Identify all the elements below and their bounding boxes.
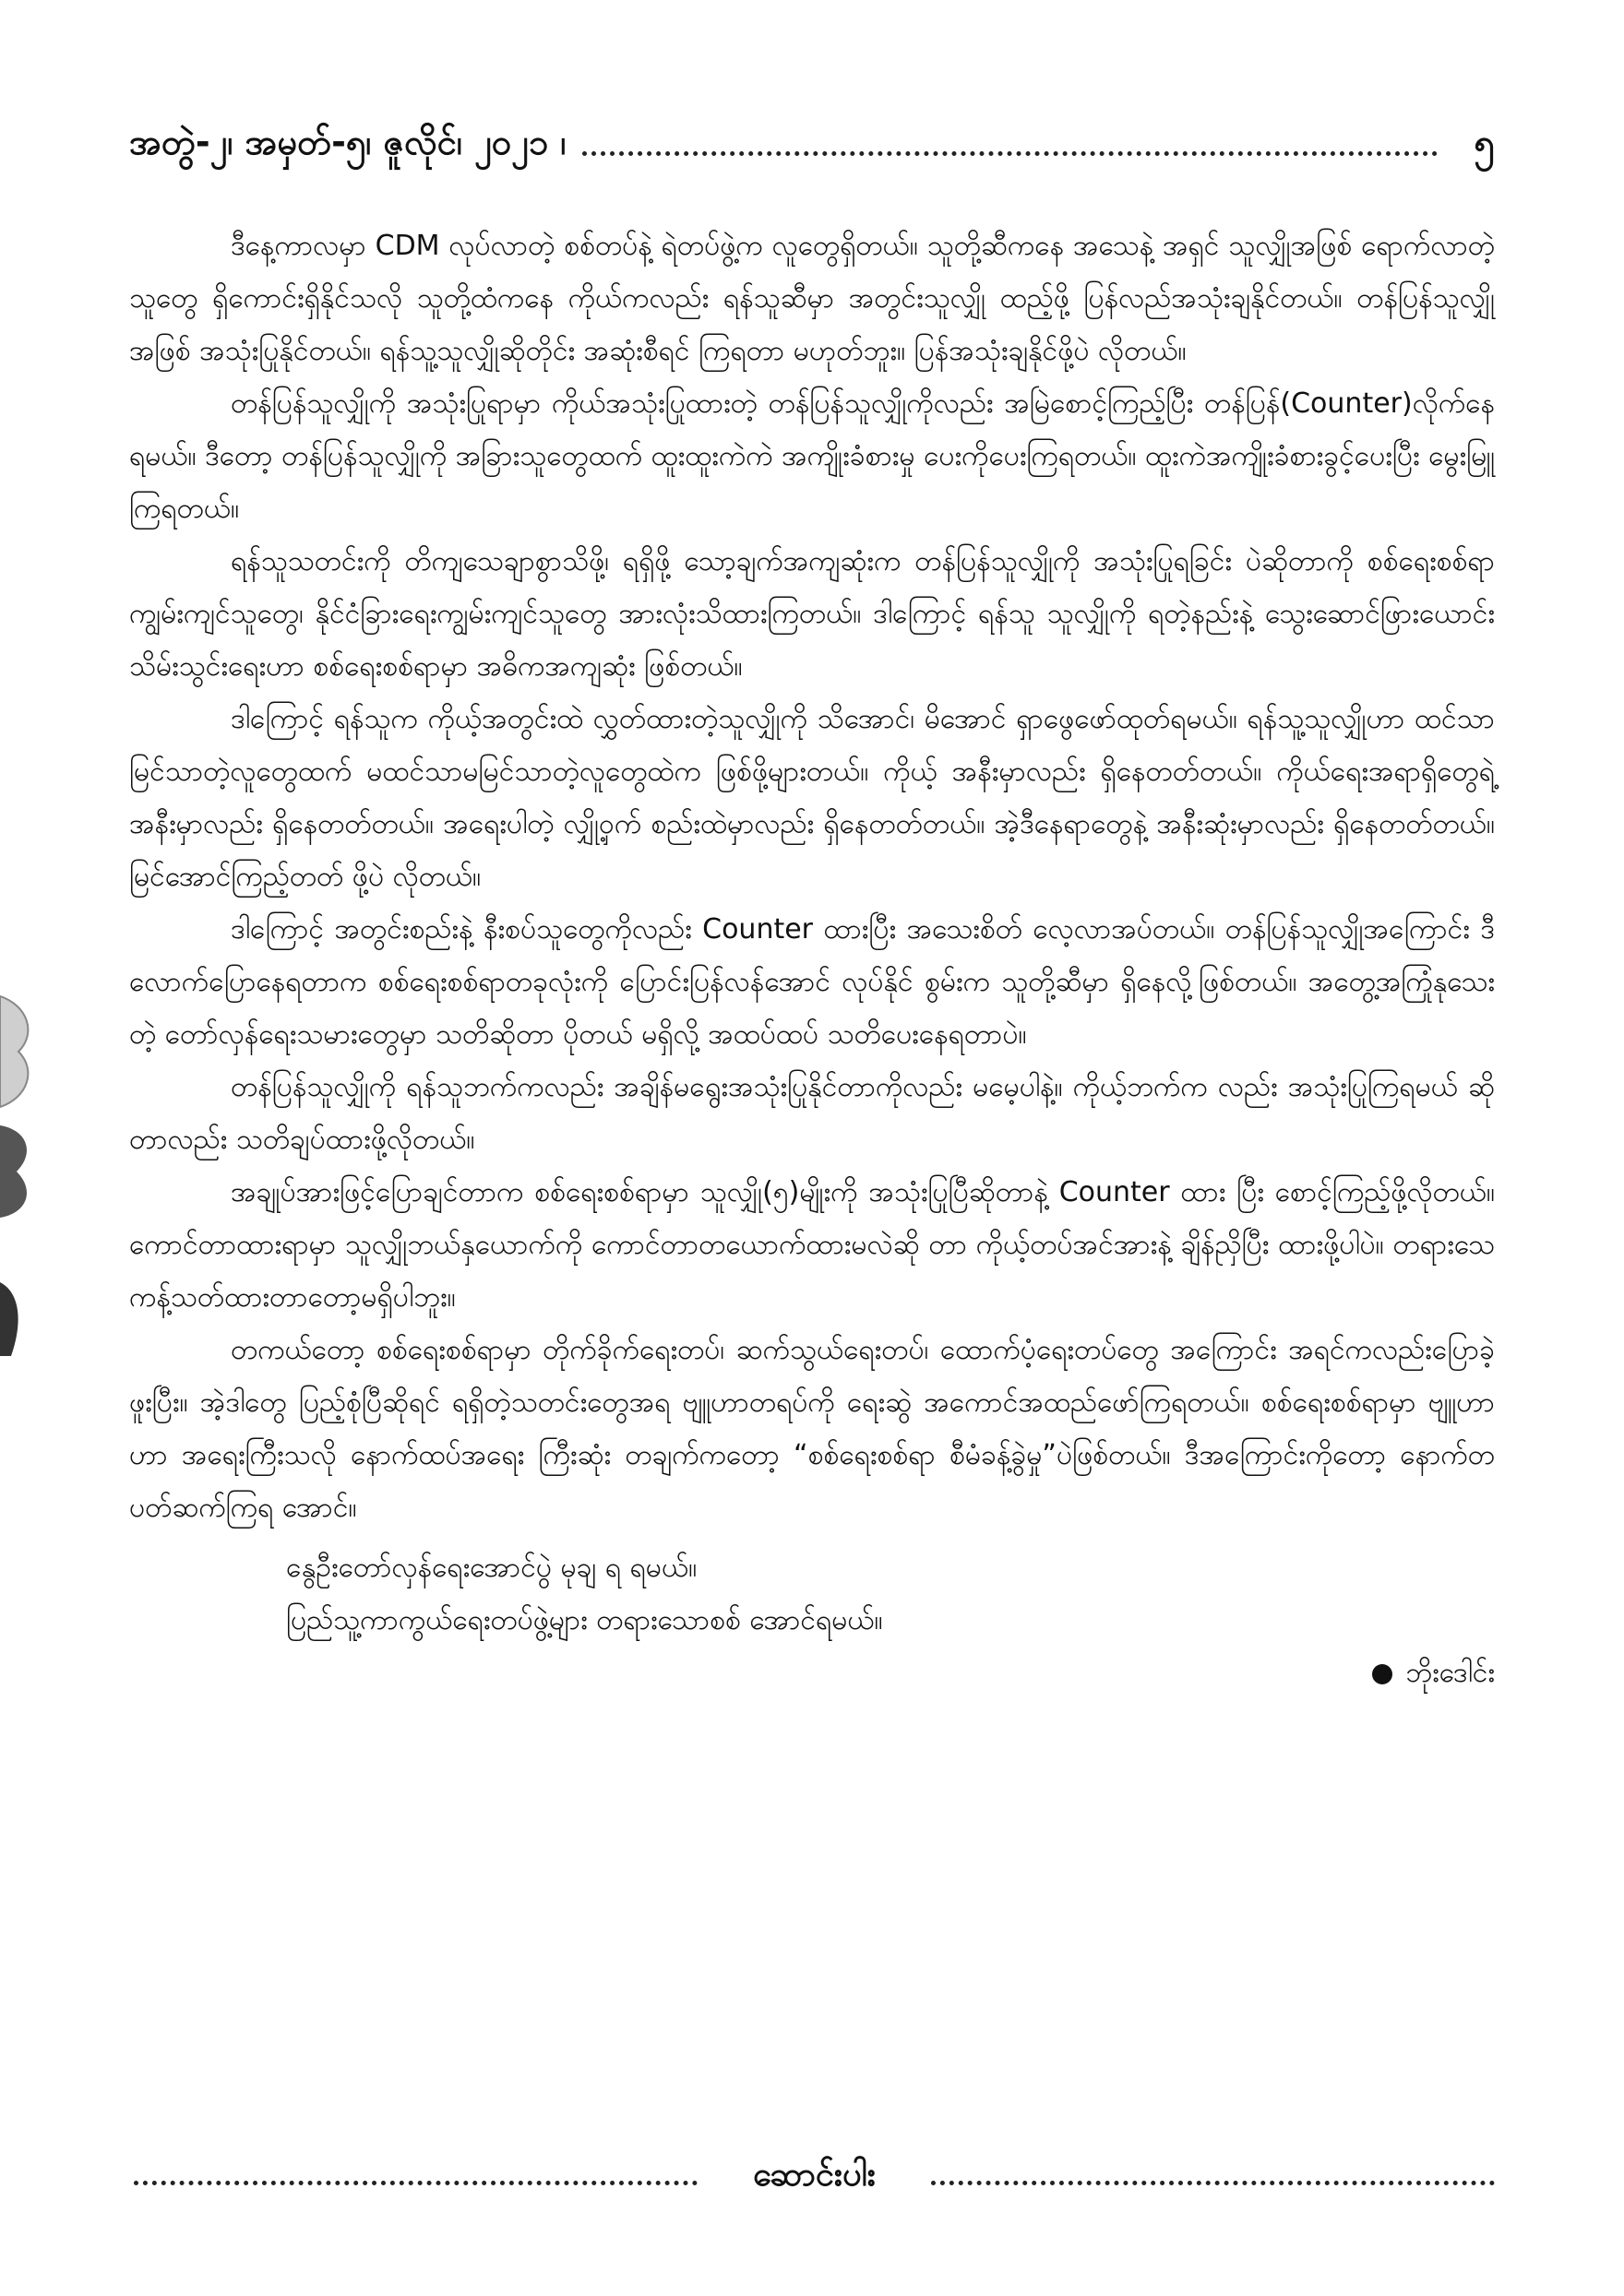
footer-dotted-rule-right — [931, 2181, 1495, 2185]
closing-slogans — [129, 1541, 1495, 1647]
header-dotted-rule — [582, 151, 1437, 156]
paragraph: ရန်သူသတင်းကို တိကျသေချာစွာသိဖို့၊ ရရှိဖို့ သော့ချက်အကျဆုံးက တန်ပြန်သူလျှိုကို အသုံးပြုရခြင်း ပဲဆိုတာကို စစ်ရေးစစ်ရာကျွမ်းကျင်သူတွေ၊ နိုင်ငံခြားရေးကျွမ်းကျင်သူတွေ အားလုံးသိထားကြတယ်။ ဒါကြောင့် ရန်သူ သူလျှိုကို ရတဲ့နည်းနဲ့ သွေးဆောင်ဖြားယောင်း သိမ်းသွင်းရေးဟာ စစ်ရေးစစ်ရာမှာ အဓိကအကျဆုံး ဖြစ်တယ်။ — [129, 545, 1495, 683]
slogan-line: ပြည်သူ့ကာကွယ်ရေးတပ်ဖွဲ့များ တရားသောစစ် အောင်ရမယ်။ — [286, 1604, 883, 1636]
paragraph: ဒီနေ့ကာလမှာ CDM လုပ်လာတဲ့ စစ်တပ်နဲ့ ရဲတပ်ဖွဲ့က လူတွေရှိတယ်။ သူတို့ဆီကနေ အသေနဲ့ အရှင် သူလျှိုအဖြစ် ရောက်လာတဲ့သူတွေ ရှိကောင်းရှိနိုင်သလို သူတို့ထံကနေ ကိုယ်ကလည်း ရန်သူဆီမှာ အတွင်းသူလျှို ထည့်ဖို့ ပြန်လည်အသုံးချနိုင်တယ်။ တန်ပြန်သူလျှိုအဖြစ် အသုံးပြုနိုင်တယ်။ ရန်သူ့သူလျှိုဆိုတိုင်း အဆုံးစီရင် ကြရတာ မဟုတ်ဘူး။ ပြန်အသုံးချနိုင်ဖို့ပဲ လိုတယ်။ — [129, 230, 1495, 367]
paragraph: တန်ပြန်သူလျှိုကို အသုံးပြုရာမှာ ကိုယ်အသုံးပြုထားတဲ့ တန်ပြန်သူလျှိုကိုလည်း အမြဲစောင့်ကြည့်ပြီး တန်ပြန်(Counter)လိုက်နေရမယ်။ ဒီတော့ တန်ပြန်သူလျှိုကို အခြားသူတွေထက် ထူးထူးကဲကဲ အကျိုးခံစားမှု ပေးကိုပေးကြရတယ်။ ထူးကဲအကျိုးခံစားခွင့်ပေးပြီး မွေးမြူကြရတယ်။ — [129, 387, 1495, 525]
author-signature — [129, 1647, 1495, 1699]
author-name: ဘိုးဒေါင်း — [1405, 1657, 1495, 1689]
article-body — [129, 220, 1495, 1699]
bullet-icon — [1372, 1664, 1392, 1684]
slogan-line: နွေဦးတော်လှန်ရေးအောင်ပွဲ မုချ ရ ရမယ်။ — [286, 1552, 698, 1584]
issue-line: အတွဲ-၂၊ အမှတ်-၅၊ ဇူလိုင်၊ ၂၀၂၁ ၊ — [129, 122, 567, 162]
paragraph: ဒါကြောင့် အတွင်းစည်းနဲ့ နီးစပ်သူတွေကိုလည်း Counter ထားပြီး အသေးစိတ် လေ့လာအပ်တယ်။ တန်ပြန်သူလျှိုအကြောင်း ဒီလောက်ပြောနေရတာက စစ်ရေးစစ်ရာတခုလုံးကို ပြောင်းပြန်လန်အောင် လုပ်နိုင် စွမ်းက သူတို့ဆီမှာ ရှိနေလို့ဖြစ်တယ်။ အတွေ့အကြုံနုသေးတဲ့ တော်လှန်ရေးသမားတွေမှာ သတိဆိုတာ ပိုတယ် မရှိလို့ အထပ်ထပ် သတိပေးနေရတာပဲ။ — [129, 913, 1495, 1051]
paragraph: တကယ်တော့ စစ်ရေးစစ်ရာမှာ တိုက်ခိုက်ရေးတပ်၊ ဆက်သွယ်ရေးတပ်၊ ထောက်ပံ့ရေးတပ်တွေ အကြောင်း အရင်ကလည်းပြောခဲ့ဖူးပြီး။ အဲ့ဒါတွေ ပြည့်စုံပြီဆိုရင် ရရှိတဲ့သတင်းတွေအရ ဗျူဟာတရပ်ကို ရေးဆွဲ အကောင်အထည်ဖော်ကြရတယ်။ စစ်ရေးစစ်ရာမှာ ဗျူဟာဟာ အရေးကြီးသလို နောက်ထပ်အရေး ကြီးဆုံး တချက်ကတော့ “စစ်ရေးစစ်ရာ စီမံခန့်ခွဲမှု”ပဲဖြစ်တယ်။ ဒီအကြောင်းကိုတော့ နောက်တပတ်ဆက်ကြရ အောင်။ — [129, 1334, 1495, 1524]
paragraph: တန်ပြန်သူလျှိုကို ရန်သူဘက်ကလည်း အချိန်မရွေးအသုံးပြုနိုင်တာကိုလည်း မမေ့ပါနဲ့။ ကိုယ့်ဘက်က လည်း အသုံးပြုကြရမယ် ဆိုတာလည်း သတိချပ်ထားဖို့လိုတယ်။ — [129, 1071, 1495, 1156]
page-number: ၅ — [1474, 121, 1495, 164]
footer-dotted-rule-left — [134, 2181, 698, 2185]
side-decoration-icon — [0, 978, 42, 1365]
paragraph: အချုပ်အားဖြင့်ပြောချင်တာက စစ်ရေးစစ်ရာမှာ သူလျှို(၅)မျိုးကို အသုံးပြုပြီဆိုတာနဲ့ Counter ထား ပြီး စောင့်ကြည့်ဖို့လိုတယ်။ ကောင်တာထားရာမှာ သူလျှိုဘယ်နှယောက်ကို ကောင်တာတယောက်ထားမလဲဆို တာ ကိုယ့်တပ်အင်အားနဲ့ ချိန်ညှိပြီး ထားဖို့ပါပဲ။ တရားသေကန့်သတ်ထားတာတော့မရှိပါဘူး။ — [129, 1176, 1495, 1314]
paragraph: ဒါကြောင့် ရန်သူက ကိုယ့်အတွင်းထဲ လွှတ်ထားတဲ့သူလျှိုကို သိအောင်၊ မိအောင် ရှာဖွေဖော်ထုတ်ရမယ်။ ရန်သူ့သူလျှိုဟာ ထင်သာမြင်သာတဲ့လူတွေထက် မထင်သာမမြင်သာတဲ့လူတွေထဲက ဖြစ်ဖို့များတယ်။ ကိုယ့် အနီးမှာလည်း ရှိနေတတ်တယ်။ ကိုယ်ရေးအရာရှိတွေရဲ့ အနီးမှာလည်း ရှိနေတတ်တယ်။ အရေးပါတဲ့ လျှို့ဝှက် စည်းထဲမှာလည်း ရှိနေတတ်တယ်။ အဲ့ဒီနေရာတွေနဲ့ အနီးဆုံးမှာလည်း ရှိနေတတ်တယ်။ မြင်အောင်ကြည့်တတ် ဖို့ပဲ လိုတယ်။ — [129, 703, 1495, 893]
page-header — [129, 118, 1495, 173]
section-label: ဆောင်းပါး — [753, 2156, 876, 2194]
page-footer — [134, 2149, 1495, 2205]
